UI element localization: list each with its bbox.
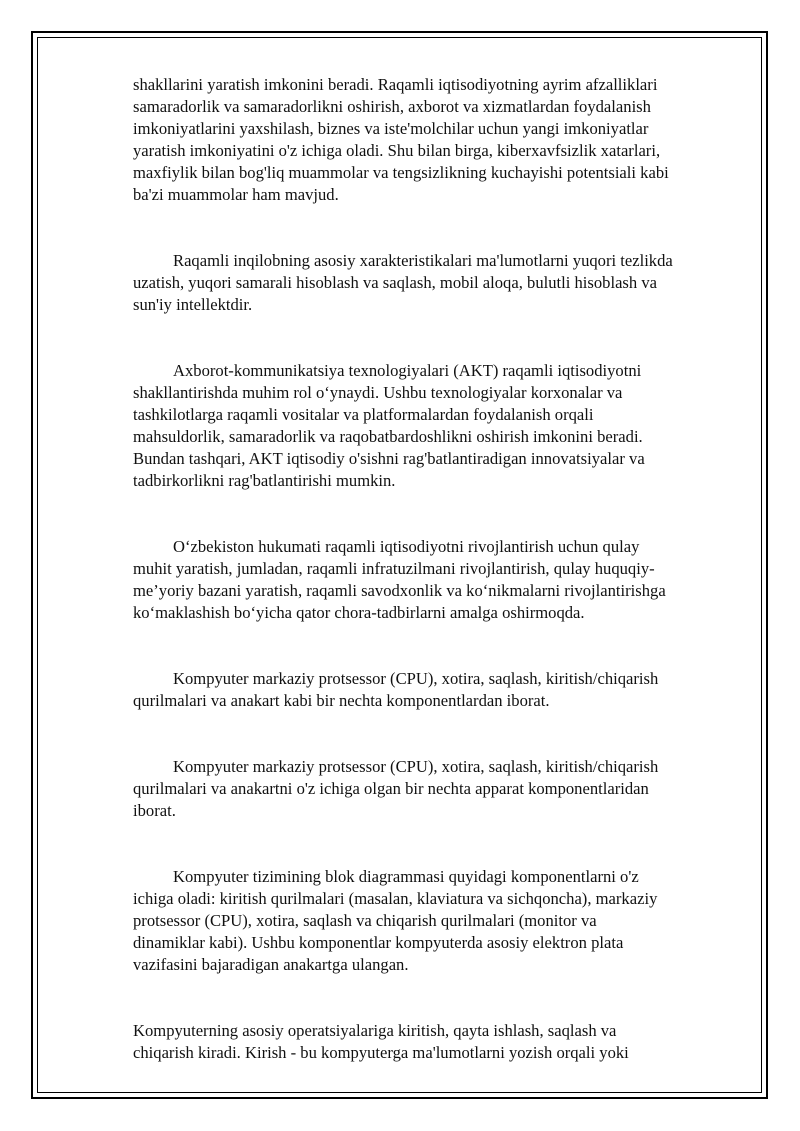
paragraph-block-diagram: Kompyuter tizimining blok diagrammasi quyidagi komponentlarni o'z ichiga oladi: kiritish qurilmalari (masalan, klaviatura va sichqoncha), markaziy protsessor (CPU), xotira, saqlash va chiqarish qurilmalari (monitor va dinamiklar kabi). Ushbu komponentlar kompyuterda asosiy elektron plata vazifasini bajaradigan anakartga ulangan. xyxy=(133,867,658,974)
paragraph-computer-hardware: Kompyuter markaziy protsessor (CPU), xotira, saqlash, kiritish/chiqarish qurilmalari va anakartni o'z ichiga olgan bir nechta apparat komponentlaridan iborat. xyxy=(133,757,659,820)
paragraph-ict-role: Axborot-kommunikatsiya texnologiyalari (AKT) raqamli iqtisodiyotni shakllantirishda muhim rol o‘ynaydi. Ushbu texnologiyalar korxonalar va tashkilotlarga raqamli vositalar va platformalardan foydalanish orqali mahsuldorlik, samaradorlik va raqobatbardoshlikni oshirish imkonini beradi. Bundan tashqari, AKT iqtisodiy o'sishni rag'batlantiradigan innovatsiyalar va tadbirkorlikni rag'batlantirishi mumkin. xyxy=(133,361,645,490)
document-body xyxy=(133,74,743,1064)
paragraph-computer-operations: Kompyuterning asosiy operatsiyalariga kiritish, qayta ishlash, saqlash va chiqarish kiradi. Kirish - bu kompyuterga ma'lumotlarni yozish orqali yoki xyxy=(133,1021,629,1062)
paragraph-digital-economy-benefits: shakllarini yaratish imkonini beradi. Raqamli iqtisodiyotning ayrim afzalliklari samaradorlik va samaradorlikni oshirish, axborot va xizmatlardan foydalanish imkoniyatlarini yaxshilash, biznes va iste'molchilar uchun yangi imkoniyatlar yaratish imkoniyatini o'z ichiga oladi. Shu bilan birga, kiberxavfsizlik xatarlari, maxfiylik bilan bog'liq muammolar va tengsizlikning kuchayishi potentsiali kabi ba'zi muammolar ham mavjud. xyxy=(133,75,669,204)
paragraph-uzbekistan-government: O‘zbekiston hukumati raqamli iqtisodiyotni rivojlantirish uchun qulay muhit yaratish, jumladan, raqamli infratuzilmani rivojlantirish, qulay huquqiy- me’yoriy bazani yaratish, raqamli savodxonlik va ko‘nikmalarni rivojlantirishga ko‘maklashish bo‘yicha qator chora-tadbirlarni amalga oshirmoqda. xyxy=(133,537,666,622)
paragraph-digital-revolution: Raqamli inqilobning asosiy xarakteristikalari ma'lumotlarni yuqori tezlikda uzatish, yuqori samarali hisoblash va saqlash, mobil aloqa, bulutli hisoblash va sun'iy intellektdir. xyxy=(133,251,673,314)
paragraph-computer-components: Kompyuter markaziy protsessor (CPU), xotira, saqlash, kiritish/chiqarish qurilmalari va anakart kabi bir nechta komponentlardan iborat. xyxy=(133,669,659,710)
